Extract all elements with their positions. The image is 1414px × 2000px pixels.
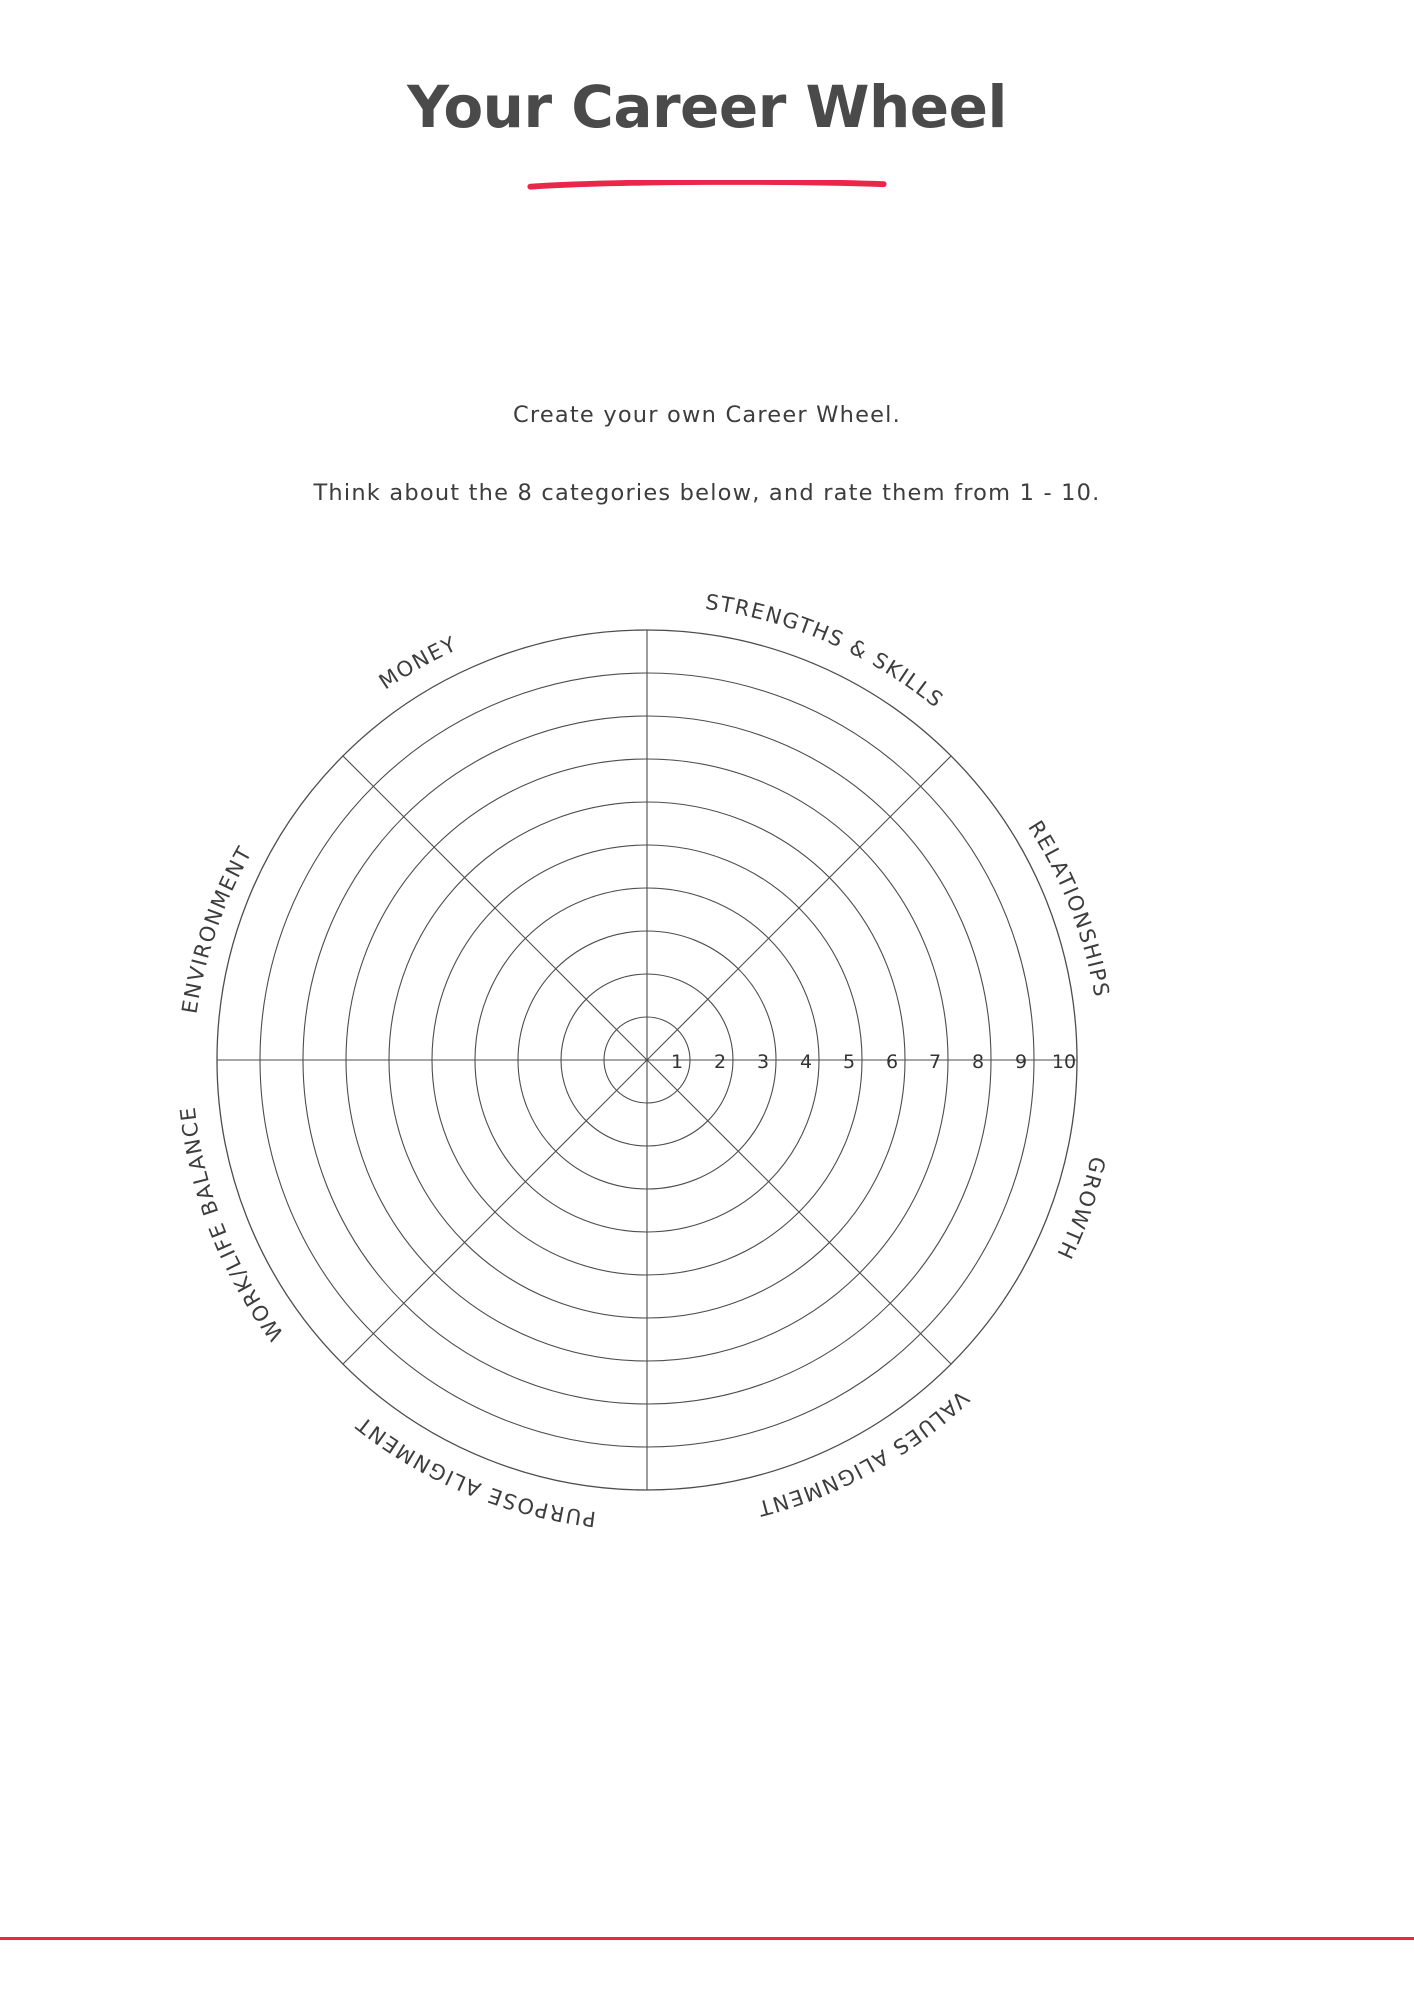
scale-number-9: 9 — [1014, 1051, 1028, 1073]
scale-number-3: 3 — [756, 1051, 770, 1073]
career-wheel[interactable] — [117, 580, 1297, 1580]
footer-divider — [0, 1937, 1414, 1940]
scale-number-8: 8 — [971, 1051, 985, 1073]
title-underline-decoration — [492, 180, 922, 190]
scale-number-5: 5 — [842, 1051, 856, 1073]
category-label-values-alignment: VALUES ALIGNMENT — [754, 1385, 974, 1521]
category-label-money: MONEY — [374, 631, 461, 695]
category-label-environment: ENVIRONMENT — [177, 841, 258, 1016]
page-title: Your Career Wheel — [407, 73, 1007, 141]
wheel-scale-numbers — [671, 1051, 1076, 1073]
scale-number-6: 6 — [885, 1051, 899, 1073]
category-label-purpose-alignment: PURPOSE ALIGNMENT — [350, 1410, 598, 1532]
wheel-spokes — [217, 630, 1077, 1490]
page-title-block — [0, 73, 1414, 141]
category-label-work-life-balance: WORK/LIFE BALANCE — [175, 1104, 289, 1346]
scale-number-7: 7 — [928, 1051, 942, 1073]
intro-text-block — [0, 400, 1414, 509]
scale-number-2: 2 — [713, 1051, 727, 1073]
scale-number-10: 10 — [1051, 1051, 1077, 1073]
intro-line-1: Create your own Career Wheel. — [513, 402, 901, 428]
scale-number-1: 1 — [670, 1051, 684, 1073]
category-label-relationships: RELATIONSHIPS — [1023, 816, 1114, 1000]
category-label-growth: GROWTH — [1051, 1154, 1110, 1264]
scale-number-4: 4 — [799, 1051, 813, 1073]
career-wheel-svg[interactable] — [117, 580, 1297, 1580]
intro-line-2: Think about the 8 categories below, and rate them from 1 - 10. — [313, 479, 1101, 506]
category-label-strengths-skills: STRENGTHS & SKILLS — [703, 589, 949, 713]
